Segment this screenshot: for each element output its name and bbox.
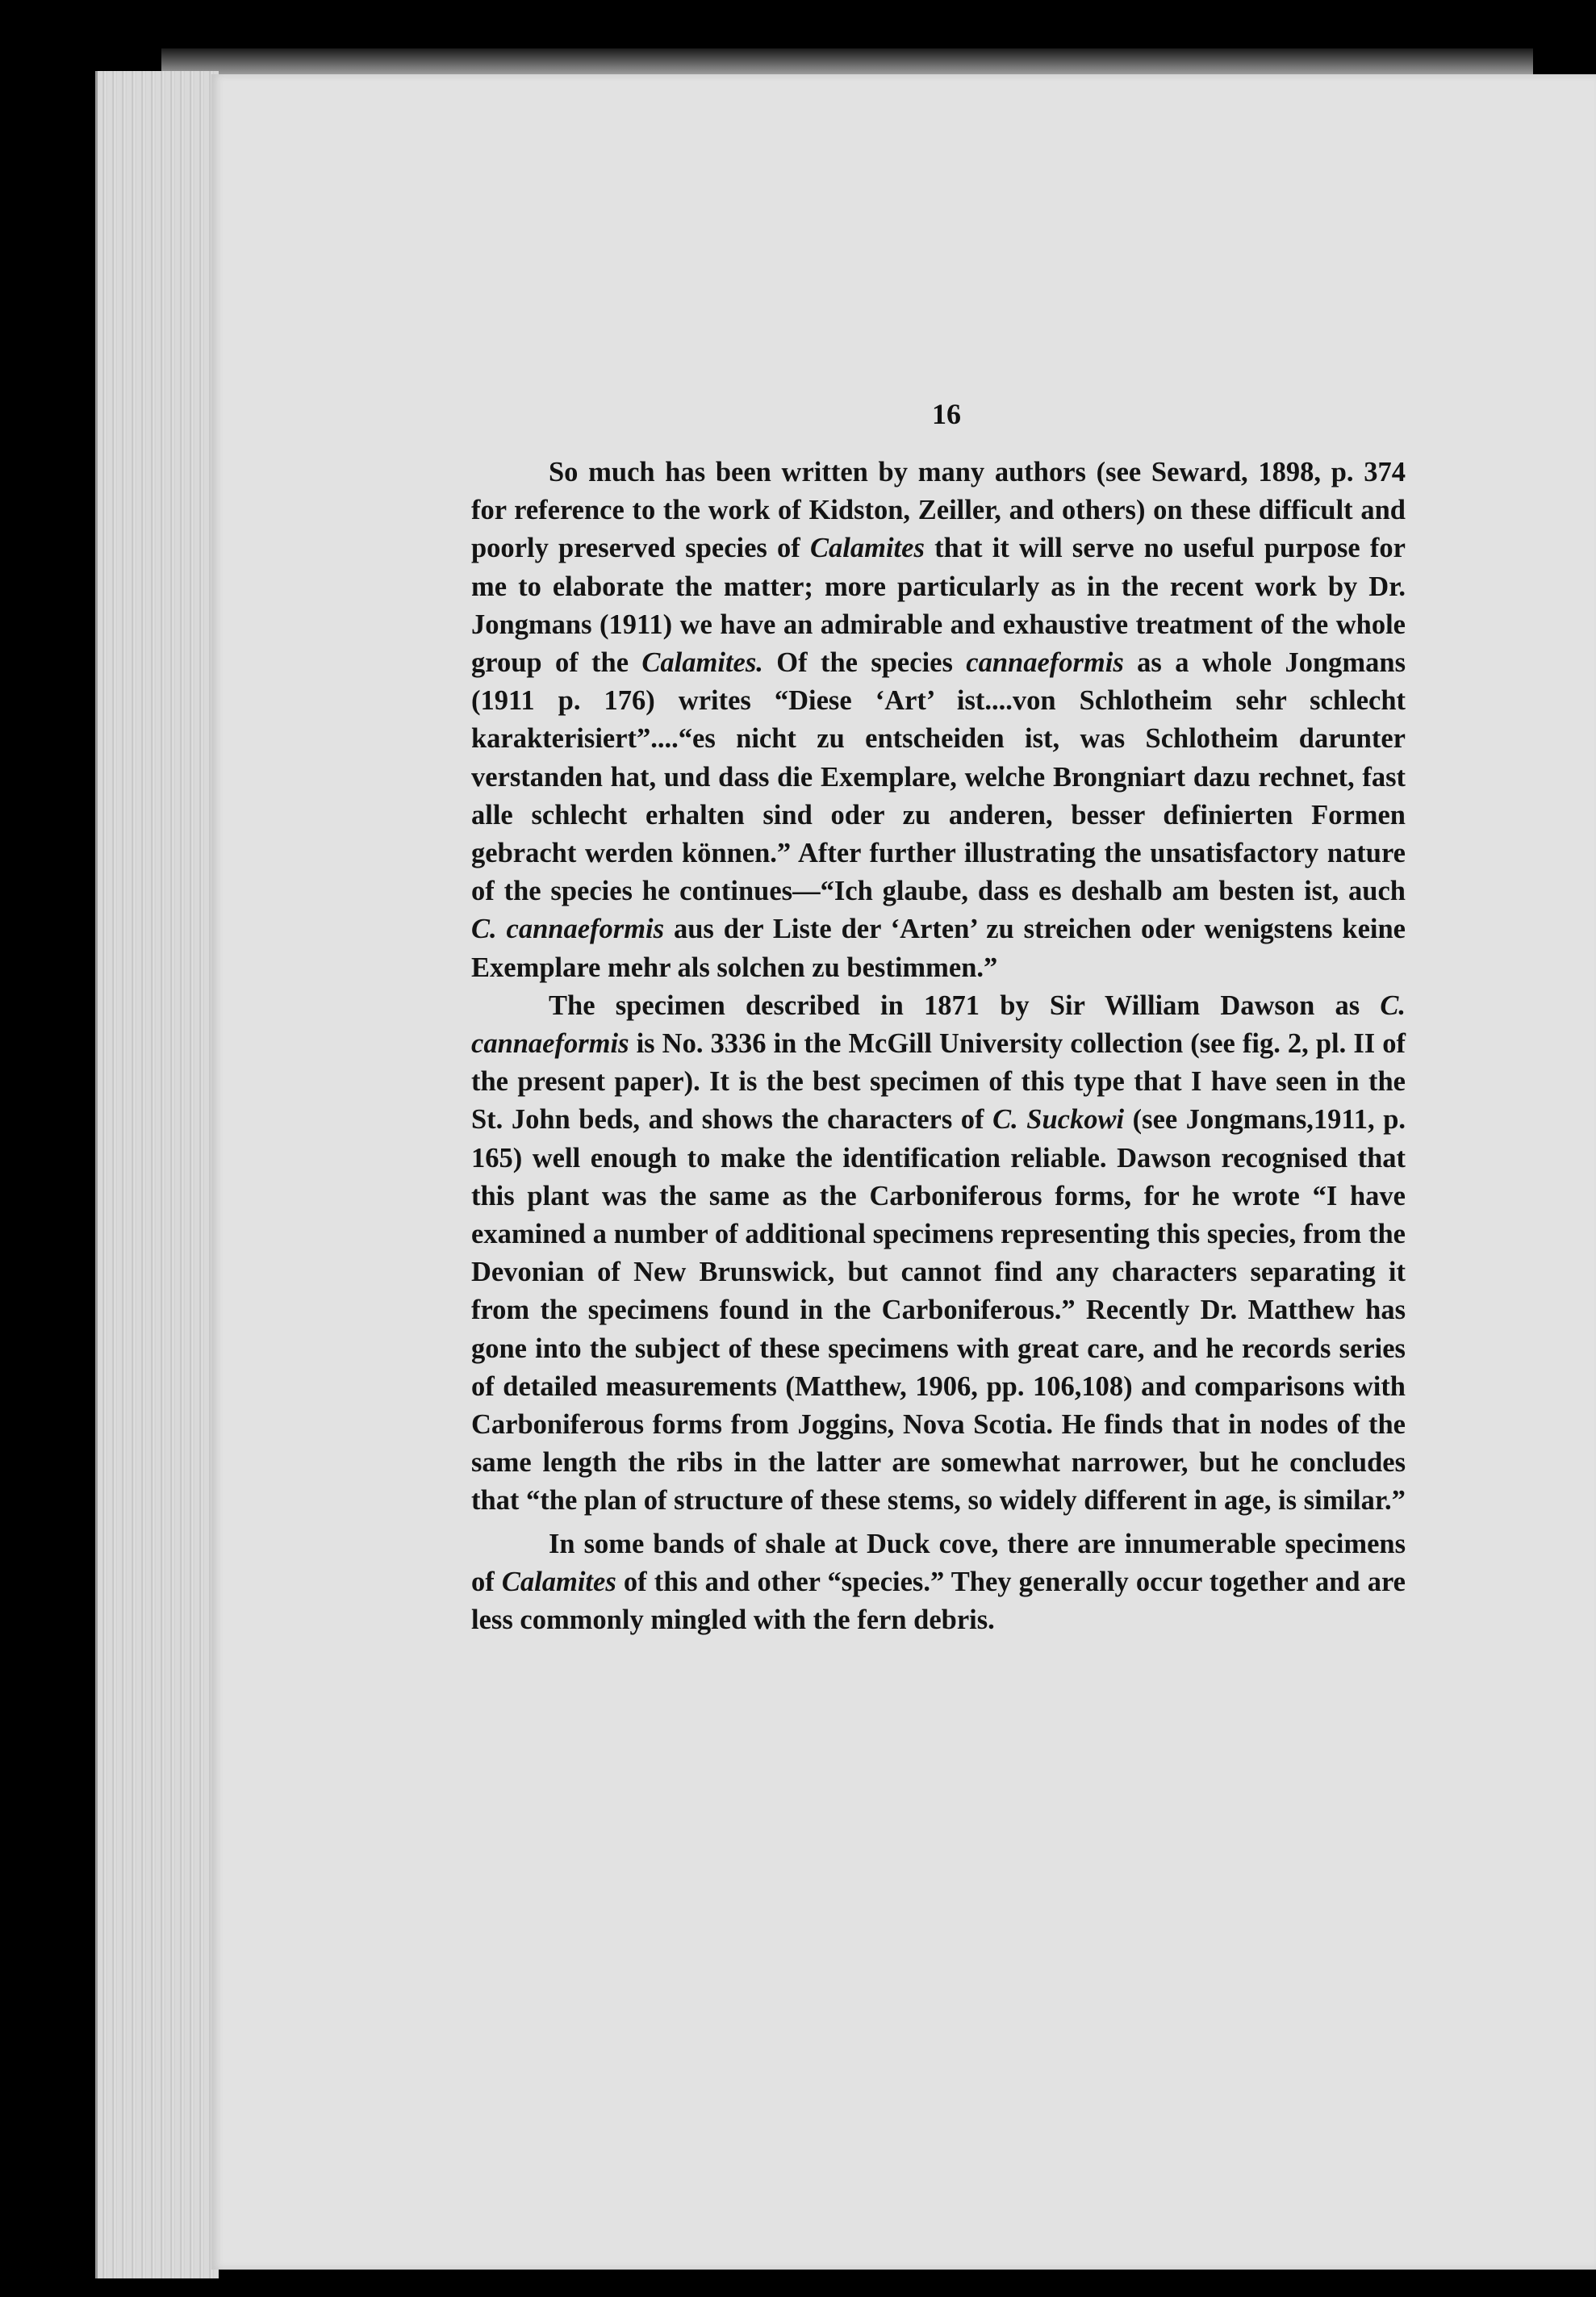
paragraph-1-text-d: as a whole Jongmans (1911 p. 176) writes “Diese ‘Art’ ist....von Schlotheim sehr schlecht karakterisiert”....“es nicht zu entscheiden ist, was Schlotheim darunter verstanden hat, und dass die Exemplare, welche Brongniart dazu rechnet, fast alle schlecht erhalten sind oder zu anderen, besser definierten Formen gebracht werden können.” After further illustrating the unsatisfactory nature of the species he continues—“Ich glaube, dass es deshalb am besten ist, auch bbox=[471, 647, 1406, 907]
paragraph-2-italic-a: C. cannaeformis bbox=[471, 990, 1406, 1060]
paragraph-1-italic-a: Calamites bbox=[810, 533, 925, 564]
paragraph-3 bbox=[471, 1525, 1406, 1640]
paragraph-3-text-a: In some bands of shale at Duck cove, there are innumerable specimens of bbox=[471, 1528, 1406, 1597]
paragraph-1-text-c: Of the species bbox=[762, 647, 967, 679]
paragraph-1 bbox=[471, 454, 1406, 987]
paragraph-3-text-b: of this and other “species.” They generally occur together and are less commonly mingled with the fern debris. bbox=[471, 1566, 1406, 1636]
paragraph-2-text-c: (see Jongmans,1911, p. 165) well enough to make the identification reliable. Dawson recognised that this plant was the same as the Carboniferous forms, for he wrote “I have examined a number of additional specimens representing this species, from the Devonian of New Brunswick, but cannot find any characters separating it from the specimens found in the Carboniferous.” Recently Dr. Matthew has gone into the subject of these specimens with great care, and he records series of detailed measurements (Matthew, 1906, pp. 106,108) and comparisons with Carboniferous forms from Joggins, Nova Scotia. He finds that in nodes of the same length the ribs in the latter are somewhat narrower, but he concludes that “the plan of structure of these stems, so widely different in age, is similar.” bbox=[471, 1104, 1406, 1517]
paragraph-2-text-a: The specimen described in 1871 by Sir William Dawson as bbox=[549, 990, 1381, 1021]
body-text bbox=[471, 454, 1406, 1639]
paragraph-1-text-e: aus der Liste der ‘Arten’ zu streichen oder wenigstens keine Exemplare mehr als solchen zu bestimmen.” bbox=[471, 914, 1406, 983]
paragraph-2 bbox=[471, 987, 1406, 1521]
paragraph-2-text-b: is No. 3336 in the McGill University collection (see fig. 2, pl. II of the present paper). It is the best specimen of this type that I have seen in the St. John beds, and shows the characters of bbox=[471, 1028, 1406, 1136]
page-number: 16 bbox=[932, 398, 961, 430]
paragraph-2-italic-b: C. Suckowi bbox=[992, 1104, 1125, 1136]
paragraph-1-text-a: So much has been written by many authors (see Seward, 1898, p. 374 for reference to the work of Kidston, Zeiller, and others) on these difficult and poorly preserved species of bbox=[471, 457, 1406, 564]
paragraph-1-italic-b: Calamites. bbox=[641, 647, 763, 679]
paragraph-3-italic-a: Calamites bbox=[501, 1566, 616, 1597]
paragraph-1-italic-d: C. cannaeformis bbox=[471, 914, 665, 945]
paragraph-1-italic-c: cannaeformis bbox=[966, 647, 1124, 679]
paragraph-1-text-b: that it will serve no useful purpose for me to elaborate the matter; more particularly as in the recent work by Dr. Jongmans (1911) we have an admirable and exhaustive treatment of the whole group of the bbox=[471, 533, 1406, 679]
book-page-edges bbox=[95, 71, 219, 2278]
